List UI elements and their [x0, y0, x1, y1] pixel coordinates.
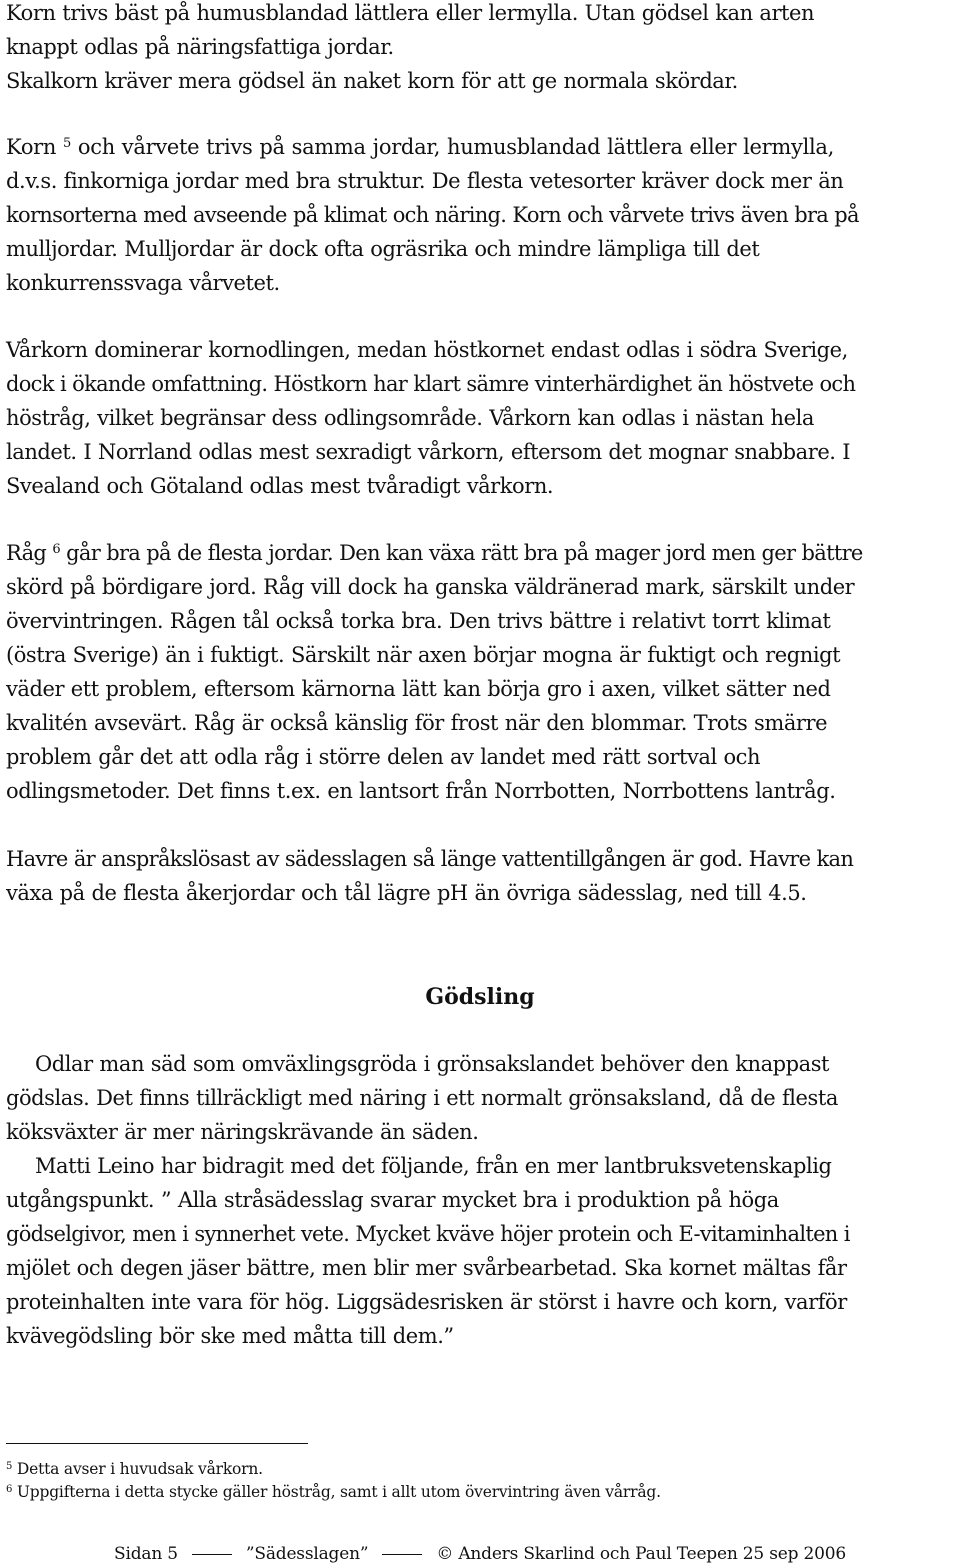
paragraph-rag: [6, 536, 954, 808]
text-line: kvalitén avsevärt. Råg är också känslig för frost när den blommar. Trots smärre: [6, 711, 828, 735]
section-heading: Gödsling: [425, 984, 535, 1010]
text-line: Vårkorn dominerar kornodlingen, medan höstkornet endast odlas i södra Sverige,: [6, 338, 848, 362]
footer-separator: [382, 1554, 422, 1555]
paragraph-godsling-intro: [6, 1047, 954, 1149]
text-line: mjölet och degen jäser bättre, men blir mer svårbearbetad. Ska kornet mältas får: [6, 1256, 847, 1280]
footnote-text: Uppgifterna i detta stycke gäller höstråg, samt i allt utom övervintring även vårråg.: [16, 1483, 661, 1501]
text-line: knappt odlas på näringsfattiga jordar.: [6, 35, 394, 59]
text-line: övervintringen. Rågen tål också torka bra. Den trivs bättre i relativt torrt klimat: [6, 609, 831, 633]
footnote-divider: [6, 1443, 308, 1444]
text-run: och vårvete trivs på samma jordar, humusblandad lättlera eller lermylla,: [77, 135, 835, 159]
paragraph-korn-varvete: [6, 130, 954, 300]
footnote-number: 6: [6, 1484, 13, 1495]
text-line: dock i ökande omfattning. Höstkorn har klart sämre vinterhärdighet än höstvete och: [6, 372, 856, 396]
text-line: Skalkorn kräver mera gödsel än naket korn för att ge normala skördar.: [6, 69, 738, 93]
text-line: (östra Sverige) än i fuktigt. Särskilt när axen börjar mogna är fuktigt och regnigt: [6, 643, 841, 667]
page-number: Sidan 5: [114, 1544, 178, 1564]
text-line: kornsorterna med avseende på klimat och näring. Korn och vårvete trivs även bra på: [6, 203, 859, 227]
document-title: ”Sädesslagen”: [245, 1544, 369, 1564]
text-line: odlingsmetoder. Det finns t.ex. en lantsort från Norrbotten, Norrbottens lantråg.: [6, 779, 836, 803]
paragraph-korn-soil: [6, 0, 954, 98]
text-line: proteinhalten inte vara för hög. Liggsädesrisken är störst i havre och korn, varför: [6, 1290, 847, 1314]
text-line: d.v.s. finkorniga jordar med bra struktur. De flesta vetesorter kräver dock mer än: [6, 169, 844, 193]
paragraph-varkorn: [6, 333, 954, 503]
text-line: Havre är anspråkslösast av sädesslagen så länge vattentillgången är god. Havre kan: [6, 847, 854, 871]
text-line: Svealand och Götaland odlas mest tvåradigt vårkorn.: [6, 474, 554, 498]
text-line: Odlar man säd som omväxlingsgröda i grönsakslandet behöver den knappast: [35, 1052, 830, 1076]
page-footer: [0, 1540, 960, 1568]
text-run: går bra på de flesta jordar. Den kan växa rätt bra på mager jord men ger bättre: [66, 541, 863, 565]
text-line: [6, 130, 954, 164]
footnote-ref-6: 6: [52, 542, 60, 557]
text-line: gödselgivor, men i synnerhet vete. Mycket kväve höjer protein och E-vitaminhalten i: [6, 1222, 850, 1246]
text-line: [6, 536, 954, 570]
footnote-number: 5: [6, 1461, 13, 1472]
text-line: problem går det att odla råg i större delen av landet med rätt sortval och: [6, 745, 761, 769]
text-run: Korn: [6, 135, 57, 159]
text-line: mulljordar. Mulljordar är dock ofta ogräsrika och mindre lämpliga till det: [6, 237, 760, 261]
paragraph-havre: [6, 842, 954, 910]
footnote-text: Detta avser i huvudsak vårkorn.: [16, 1460, 263, 1478]
text-line: Korn trivs bäst på humusblandad lättlera eller lermylla. Utan gödsel kan arten: [6, 1, 815, 25]
text-line: landet. I Norrland odlas mest sexradigt vårkorn, eftersom det mognar snabbare. I: [6, 440, 851, 464]
text-line: gödslas. Det finns tillräckligt med näring i ett normalt grönsaksland, då de flesta: [6, 1086, 838, 1110]
paragraph-matti-leino: [6, 1149, 954, 1353]
text-run: Råg: [6, 541, 47, 565]
footnote-ref-5: 5: [63, 136, 72, 151]
text-line: väder ett problem, eftersom kärnorna lätt kan börja gro i axen, vilket sätter ned: [6, 677, 831, 701]
text-line: skörd på bördigare jord. Råg vill dock ha ganska väldränerad mark, särskilt under: [6, 575, 855, 599]
text-line: Matti Leino har bidragit med det följande, från en mer lantbruksvetenskaplig: [35, 1154, 832, 1178]
text-line: konkurrenssvaga vårvetet.: [6, 271, 280, 295]
footnote-6: [6, 1481, 946, 1503]
copyright-credit: © Anders Skarlind och Paul Teepen 25 sep 2006: [436, 1544, 846, 1564]
text-line: utgångspunkt. ” Alla stråsädesslag svarar mycket bra i produktion på höga: [6, 1188, 779, 1212]
text-line: höstråg, vilket begränsar dess odlingsområde. Vårkorn kan odlas i nästan hela: [6, 406, 814, 430]
footnote-5: [6, 1458, 946, 1480]
footer-separator: [192, 1554, 232, 1555]
text-line: växa på de flesta åkerjordar och tål lägre pH än övriga sädesslag, ned till 4.5.: [6, 881, 807, 905]
text-line: kvävegödsling bör ske med måtta till dem.”: [6, 1324, 454, 1348]
text-line: köksväxter är mer näringskrävande än säden.: [6, 1120, 479, 1144]
